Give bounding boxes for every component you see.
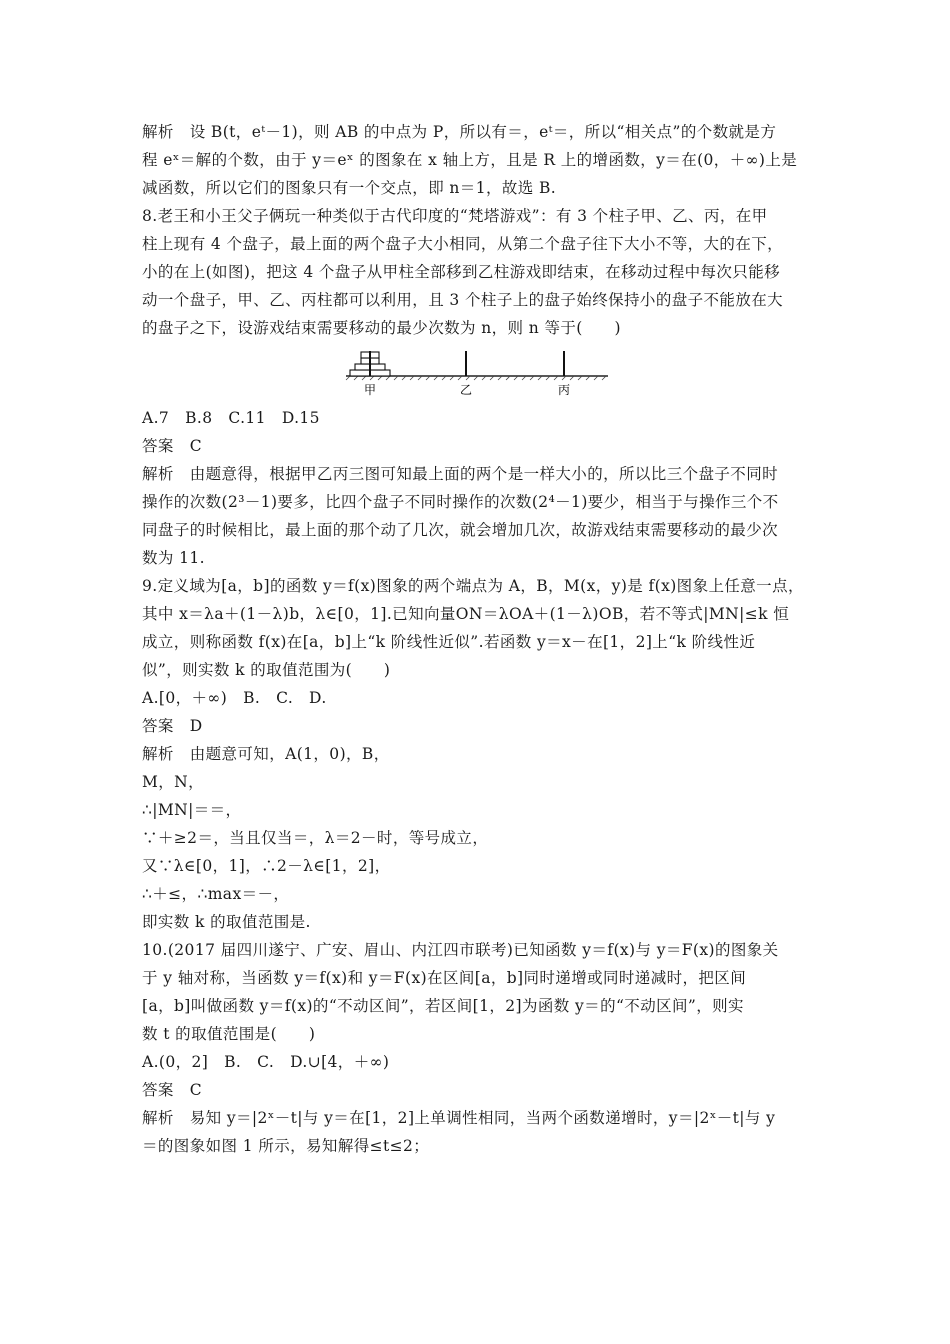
text-line: 10.(2017 届四川遂宁、广安、眉山、内江四市联考)已知函数 y＝f(x)与 y＝F(x)的图象关 (142, 941, 779, 959)
text-line: 8.老王和小王父子俩玩一种类似于古代印度的“梵塔游戏”：有 3 个柱子甲、乙、丙，在甲 (142, 207, 768, 225)
text-line: 动一个盘子，甲、乙、丙柱都可以利用，且 3 个柱子上的盘子始终保持小的盘子不能放在大 (142, 291, 784, 309)
label-yi: 乙 (460, 383, 473, 397)
text-line: ＝的图象如图 1 所示，易知解得≤t≤2； (142, 1137, 430, 1155)
text-line: 解析 设 B(t，eᵗ－1)，则 AB 的中点为 P，所以有＝，eᵗ＝，所以“相关点”的个数就是方 (142, 123, 777, 141)
text-line: M，N， (142, 773, 205, 791)
text-line: 操作的次数(2³－1)要多，比四个盘子不同时操作的次数(2⁴－1)要少，相当于与操作三个不 (142, 493, 779, 511)
document-page (142, 118, 812, 1160)
text-line: A.7 B.8 C.11 D.15 (142, 409, 320, 427)
text-line: ∵＋≥2＝，当且仅当＝，λ＝2－时，等号成立， (142, 829, 489, 847)
hanoi-tower-figure (142, 348, 812, 398)
text-block-after-figure (142, 404, 812, 1160)
text-line: A.(0，2] B. C. D.∪[4，＋∞) (142, 1053, 390, 1071)
text-line: 减函数，所以它们的图象只有一个交点，即 n＝1，故选 B. (142, 179, 557, 197)
hanoi-diagram (342, 348, 612, 398)
text-line: 似”，则实数 k 的取值范围为( ) (142, 661, 391, 679)
text-line: 同盘子的时候相比，最上面的那个动了几次，就会增加几次，故游戏结束需要移动的最少次 (142, 521, 779, 539)
label-jia: 甲 (364, 383, 377, 397)
text-line: 答案 C (142, 1081, 202, 1099)
text-line: 答案 C (142, 437, 202, 455)
text-line: 数为 11. (142, 549, 205, 567)
text-line: 即实数 k 的取值范围是. (142, 913, 311, 931)
text-line: 于 y 轴对称，当函数 y＝f(x)和 y＝F(x)在区间[a，b]同时递增或同时递减时，把区间 (142, 969, 747, 987)
text-line: 的盘子之下，设游戏结束需要移动的最少次数为 n，则 n 等于( ) (142, 319, 621, 337)
text-line: ∴＋≤，∴max＝－， (142, 885, 290, 903)
text-line: 柱上现有 4 个盘子，最上面的两个盘子大小相同，从第二个盘子往下大小不等，大的在下， (142, 235, 784, 253)
text-line: 9.定义域为[a，b]的函数 y＝f(x)图象的两个端点为 A，B，M(x，y)是 f(x)图象上任意一点， (142, 577, 804, 595)
text-line: 程 eˣ＝解的个数，由于 y＝eˣ 的图象在 x 轴上方，且是 R 上的增函数，y＝在(0，＋∞)上是 (142, 151, 798, 169)
text-line: 小的在上(如图)，把这 4 个盘子从甲柱全部移到乙柱游戏即结束，在移动过程中每次只能移 (142, 263, 781, 281)
text-line: A.[0，＋∞) B. C. D. (142, 689, 327, 707)
text-line: 解析 由题意可知，A(1，0)，B， (142, 745, 390, 763)
text-line: ∴|MN|＝＝， (142, 801, 242, 819)
text-line: 解析 易知 y＝|2ˣ－t|与 y＝在[1，2]上单调性相同，当两个函数递增时，y＝|2ˣ－t|与 y (142, 1109, 776, 1127)
text-line: 又∵λ∈[0，1]，∴2－λ∈[1，2]， (142, 857, 391, 875)
text-line: 其中 x＝λa＋(1－λ)b，λ∈[0，1].已知向量ON＝λOA＋(1－λ)OB，若不等式|MN|≤k 恒 (142, 605, 790, 623)
text-line: [a，b]叫做函数 y＝f(x)的“不动区间”，若区间[1，2]为函数 y＝的“不动区间”，则实 (142, 997, 744, 1015)
text-block-before-figure (142, 118, 812, 342)
text-line: 数 t 的取值范围是( ) (142, 1025, 316, 1043)
text-line: 成立，则称函数 f(x)在[a，b]上“k 阶线性近似”.若函数 y＝x－在[1，2]上“k 阶线性近 (142, 633, 756, 651)
text-line: 答案 D (142, 717, 203, 735)
text-line: 解析 由题意得，根据甲乙丙三图可知最上面的两个是一样大小的，所以比三个盘子不同时 (142, 465, 779, 483)
label-bing: 丙 (558, 383, 571, 397)
